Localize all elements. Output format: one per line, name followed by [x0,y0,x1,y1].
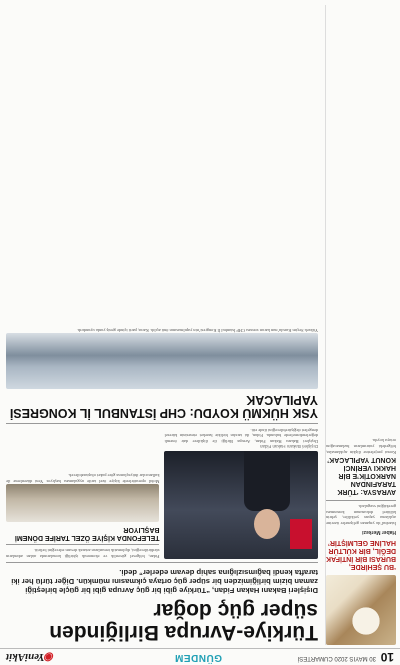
story-3-headline: TELEFONDA KİŞİYE ÖZEL TARİFE DÖNEMİ BAŞLIYOR [14,525,160,541]
story-2-text: Yüksek Seçim Kurulu’nun kararı sonrası CHP İstanbul İl Kongresi’nin yapılmasının önü açıldı. Karar, parti içinde geniş yankı uyandırdı. [76,328,318,334]
flag-icon [290,519,312,549]
main-columns [6,427,318,559]
story-2-headline: YSK HÜKMÜ KOYDU: CHP İSTANBUL İL KONGRESİ YAPILACAK [9,393,318,421]
left-column-photo [326,575,396,645]
left-column [325,5,396,645]
main-column-1 [165,427,319,559]
photo-caption: Dışişleri Bakanı Hakan Fidan [259,444,318,449]
left-story-1-byline: Haber Merkezi [362,529,396,535]
minister-photo [165,451,319,559]
story-3-photo [6,484,160,522]
logo-mark-icon: ◉ [44,651,55,663]
section-title: GÜNDEM [174,652,222,663]
left-story-2-title: AVRASYA: ‘TÜRK TARAFINDAN NARKOTİK’E BİR HAKKI VERİNCİ KONUT YAPILACAK’ [327,455,396,495]
left-story-2-text: Konut projelerine ilişkin açıklamalar, bölgedeki yatırımların hızlanacağını ortaya koydu. [326,438,396,455]
main-deck: Dışişleri Bakanı Hakan Fidan, “Türkiye gibi bir güç Avrupa gibi bir güçle birleştiği zaman bizim birliğimizden bir süper güç ortaya çıkmasını mümkün. Diğer türlü her iki tarafta kendi bağımsızlığına sahip devam ederler” dedi. [11,568,318,595]
brand-logo: ◉YeniAkit [6,651,55,663]
main-content [6,328,318,645]
story-2-photo [6,333,318,389]
story-3-text: Mobil operatörlerde kişiye özel tarife uygulaması başlıyor. Yeni düzenleme ile kullanıcılar ihtiyaçlarına göre paket oluşturabilecek. [6,473,160,484]
page-header [0,648,400,665]
main-body-1: Dışişleri Bakanı Hakan Fidan, Avrupa Birliği ile ilişkilere dair önemli değerlendirmelerde bulundu. Fidan, iki tarafın birlikte hareket etmesinin küresel dengeleri değiştirebileceğini ifade etti. [164,427,318,444]
page-number: 10 [380,650,394,664]
main-column-2 [6,427,160,559]
main-headline: Türkiye-Avrupa Birliğinden süper güç doğar [49,599,318,644]
left-story-1-title: ‘BU ŞEHİRDE, BURASI BİR İNTİFAK DEĞİL, BİR KÜLTÜR HALİNE GELMİŞTİR’ [326,539,396,570]
issue-date: 30 MAYIS 2020 CUMARTESİ [297,655,376,661]
left-story-1-text: İstanbul’da yaşanan gelişmeler üzerine açıklama yapan yetkililer, şehrin kültürel dokusunun korunması gerektiğini vurguladı. [326,504,396,526]
main-body-2: Fidan, bölgesel güvenlik ve ekonomik işbirliği konularında atılan adımların sürdürüleceğini, diplomatik temasların artarak devam edeceğini belirtti. [6,548,160,559]
